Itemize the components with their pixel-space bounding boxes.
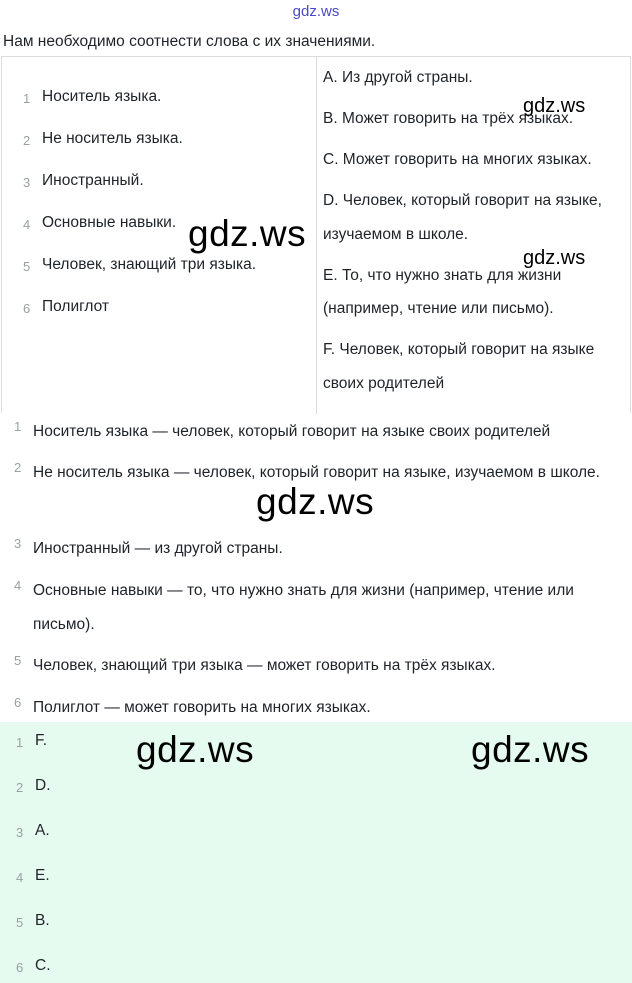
watermark: gdz.ws xyxy=(523,95,586,117)
answer-text: Полиглот — может говорить на многих языках. xyxy=(33,699,371,716)
item-number: 3 xyxy=(16,825,24,840)
item-number: 5 xyxy=(23,259,31,274)
word-text: Не носитель языка. xyxy=(42,130,183,147)
key-letter: B. xyxy=(35,912,50,929)
definition-item: F. Человек, который говорит на языке своих родителей xyxy=(323,341,595,392)
item-number: 5 xyxy=(14,653,22,668)
item-number: 5 xyxy=(16,915,24,930)
task-title: Нам необходимо соотнести слова с их значениями. xyxy=(3,33,376,50)
item-number: 1 xyxy=(23,91,31,106)
definition-item: D. Человек, который говорит на языке, изучаемом в школе. xyxy=(323,192,602,243)
definition-item: E. То, что нужно знать для жизни (например, чтение или письмо). xyxy=(323,266,562,317)
watermark: gdz.ws xyxy=(471,729,590,770)
definition-item: C. Может говорить на многих языках. xyxy=(323,151,592,168)
item-number: 3 xyxy=(14,536,22,551)
key-letter: C. xyxy=(35,957,51,974)
answer-text: Иностранный — из другой страны. xyxy=(33,540,283,557)
item-number: 1 xyxy=(16,735,24,750)
word-text: Полиглот xyxy=(42,298,110,315)
watermark: gdz.ws xyxy=(256,481,375,522)
answer-text: Человек, знающий три языка — может говорить на трёх языках. xyxy=(33,657,496,674)
item-number: 1 xyxy=(14,419,22,434)
definition-item: A. Из другой страны. xyxy=(323,69,473,86)
key-letter: A. xyxy=(35,822,50,839)
answer-text: Носитель языка — человек, который говорит на языке своих родителей xyxy=(33,423,551,440)
item-number: 6 xyxy=(23,301,31,316)
answer-text: Основные навыки — то, что нужно знать для жизни (например, чтение или письмо). xyxy=(33,582,574,633)
definition-item: B. Может говорить на трёх языках. xyxy=(323,110,574,127)
item-number: 4 xyxy=(23,217,31,232)
key-letter: D. xyxy=(35,777,51,794)
item-number: 3 xyxy=(23,175,31,190)
word-text: Иностранный. xyxy=(42,172,144,189)
watermark: gdz.ws xyxy=(523,247,586,269)
answer-text: Не носитель языка — человек, который говорит на языке, изучаемом в школе. xyxy=(33,464,600,481)
item-number: 6 xyxy=(16,960,24,975)
watermark: gdz.ws xyxy=(188,213,307,254)
item-number: 6 xyxy=(14,695,22,710)
key-letter: F. xyxy=(35,732,48,749)
watermark: gdz.ws xyxy=(136,729,255,770)
key-letter: E. xyxy=(35,867,50,884)
item-number: 2 xyxy=(14,460,22,475)
word-text: Носитель языка. xyxy=(42,88,162,105)
site-link[interactable]: gdz.ws xyxy=(292,3,340,20)
word-text: Человек, знающий три языка. xyxy=(42,256,257,273)
item-number: 2 xyxy=(23,133,31,148)
word-text: Основные навыки. xyxy=(42,214,177,231)
item-number: 4 xyxy=(16,870,24,885)
column-divider xyxy=(316,57,317,414)
item-number: 2 xyxy=(16,780,24,795)
item-number: 4 xyxy=(14,578,22,593)
